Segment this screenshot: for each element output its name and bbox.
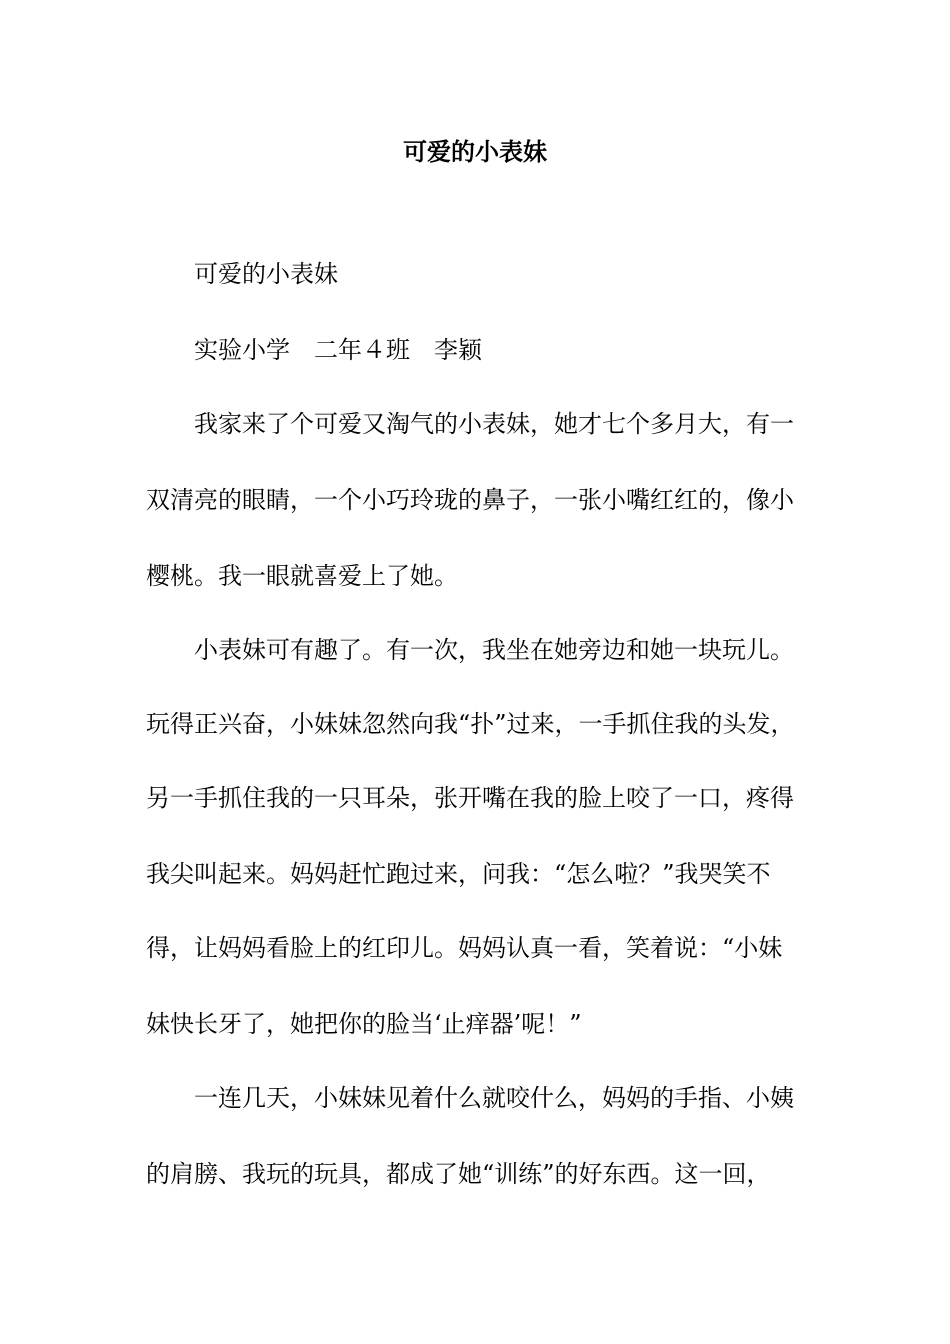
subtitle-line: 可爱的小表妹 [194, 260, 338, 288]
body-line: 得，让妈妈看脸上的红印儿。妈妈认真一看，笑着说：“小妹 [146, 934, 783, 962]
body-line: 的肩膀、我玩的玩具，都成了她“训练”的好东西。这一回， [146, 1160, 771, 1188]
body-line: 双清亮的眼睛，一个小巧玲珑的鼻子，一张小嘴红红的，像小 [146, 486, 794, 514]
body-line: 樱桃。我一眼就喜爱上了她。 [146, 562, 458, 590]
body-line: 妹快长牙了，她把你的脸当‘止痒器’呢！” [146, 1010, 582, 1038]
body-line: 我家来了个可爱又淘气的小表妹，她才七个多月大，有一 [194, 410, 794, 438]
body-line: 另一手抓住我的一只耳朵，张开嘴在我的脸上咬了一口，疼得 [146, 784, 794, 812]
body-line: 玩得正兴奋，小妹妹忽然向我“扑”过来，一手抓住我的头发， [146, 710, 795, 738]
body-line: 我尖叫起来。妈妈赶忙跑过来，问我：“怎么啦？”我哭笑不 [146, 860, 771, 888]
body-line: 一连几天，小妹妹见着什么就咬什么，妈妈的手指、小姨 [194, 1084, 794, 1112]
author-line: 实验小学 二年４班 李颖 [194, 336, 482, 364]
body-line: 小表妹可有趣了。有一次，我坐在她旁边和她一块玩儿。 [194, 636, 794, 664]
document-title: 可爱的小表妹 [403, 138, 547, 166]
